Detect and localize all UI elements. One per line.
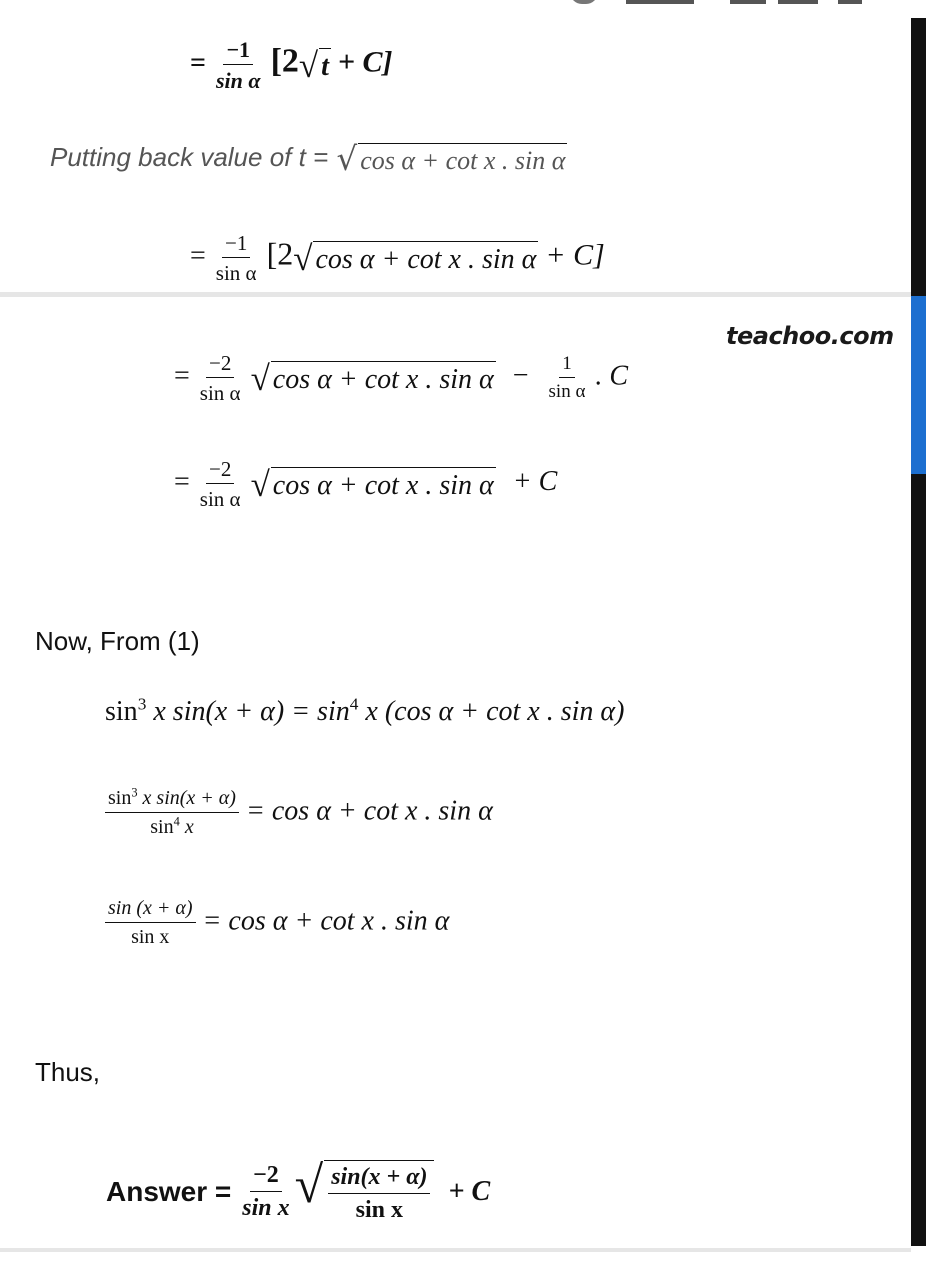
numerator: −1 <box>223 38 253 65</box>
status-bar-fragment <box>0 0 927 6</box>
expression-part: + C] <box>337 45 393 79</box>
expression-part: + C] <box>545 238 605 272</box>
equals-sign: = <box>190 240 206 272</box>
radicand <box>324 1160 434 1223</box>
sin-fn: sin <box>150 816 174 838</box>
fraction <box>105 898 196 948</box>
equals-sign: = <box>190 47 206 79</box>
fraction <box>105 785 239 838</box>
answer-label: Answer = <box>106 1175 232 1207</box>
expression: x <box>184 816 194 838</box>
numerator: 1 <box>559 354 575 378</box>
step-3-equation <box>174 352 628 404</box>
square-root: √ cos α + cot x . sin α <box>293 238 537 278</box>
radicand: cos α + cot x . sin α <box>313 241 538 276</box>
thus-label: Thus, <box>35 1057 101 1087</box>
square-root: √ cos α + cot x . sin α <box>250 464 494 504</box>
denominator: sin x <box>355 1197 404 1224</box>
denominator: sin α <box>548 381 586 403</box>
sin-fn: sin <box>105 696 138 727</box>
expression: x (cos α + cot x . sin α) <box>365 696 625 727</box>
expression-tail: + C <box>512 466 558 498</box>
expression-tail: . C <box>595 360 629 392</box>
equals-sign: = <box>174 466 190 498</box>
rhs-expression: = cos α + cot x . sin α <box>245 795 493 827</box>
fraction <box>328 1165 430 1223</box>
radicand: cos α + cot x . sin α <box>271 361 496 396</box>
numerator: −2 <box>250 1163 282 1192</box>
expression-part: [2 <box>270 42 299 80</box>
sin-fn: sin <box>108 787 132 809</box>
denominator: sin x <box>131 926 170 948</box>
numerator: −2 <box>206 458 234 484</box>
square-root: √ $\frac{\sin(x + \alpha)}{\text{sin x}}$ <box>295 1160 435 1223</box>
fraction <box>197 352 244 404</box>
radicand: cos α + cot x . sin α <box>271 467 496 502</box>
putting-back-text: Putting back value of t = <box>50 142 329 172</box>
expression: x sin(x + α) <box>142 787 236 809</box>
section-divider <box>0 292 911 297</box>
step-4-equation <box>174 458 557 510</box>
fraction <box>197 458 244 510</box>
square-root: √ t <box>298 45 329 85</box>
expression: x sin(x + α) = sin <box>153 696 350 727</box>
fraction <box>546 354 589 402</box>
denominator <box>147 813 196 838</box>
denominator: sin α <box>215 261 257 286</box>
teachoo-watermark: teachoo.com <box>726 322 894 350</box>
fraction <box>213 38 264 92</box>
putting-back-line <box>50 139 567 178</box>
now-from-heading: Now, From (1) <box>35 626 200 656</box>
radicand: t <box>319 48 331 83</box>
radicand: cos α + cot x . sin α <box>358 143 567 176</box>
identity-line-3 <box>105 898 449 948</box>
exponent: 3 <box>131 785 138 800</box>
answer-tail: + C <box>448 1175 491 1207</box>
answer-line <box>106 1157 491 1224</box>
expression-part: [2 <box>266 235 294 272</box>
numerator: −1 <box>222 232 250 258</box>
fraction <box>213 232 260 284</box>
numerator: sin (x + α) <box>105 898 196 923</box>
scrollbar-thumb[interactable] <box>911 296 926 474</box>
numerator: sin(x + α) <box>328 1165 430 1194</box>
equals-sign: = <box>174 360 190 392</box>
denominator: sin x <box>242 1194 290 1221</box>
minus-sign: − <box>512 360 529 392</box>
identity-line-1 <box>105 696 624 728</box>
numerator <box>105 785 239 813</box>
fraction <box>239 1163 292 1221</box>
bottom-divider <box>0 1248 911 1252</box>
square-root: √ cos α + cot x . sin α <box>336 139 566 178</box>
scrollbar-track[interactable] <box>911 18 926 1246</box>
denominator: sin α <box>199 381 241 406</box>
identity-line-2 <box>105 785 493 838</box>
exponent: 4 <box>349 694 359 714</box>
numerator: −2 <box>206 352 234 378</box>
denominator: sin α <box>215 68 261 94</box>
exponent: 3 <box>137 694 147 714</box>
square-root: √ cos α + cot x . sin α <box>250 358 494 398</box>
denominator: sin α <box>199 487 241 512</box>
rhs-expression: = cos α + cot x . sin α <box>202 905 450 937</box>
step-1-equation <box>190 38 393 92</box>
step-2-equation <box>190 232 605 284</box>
exponent: 4 <box>173 814 180 829</box>
